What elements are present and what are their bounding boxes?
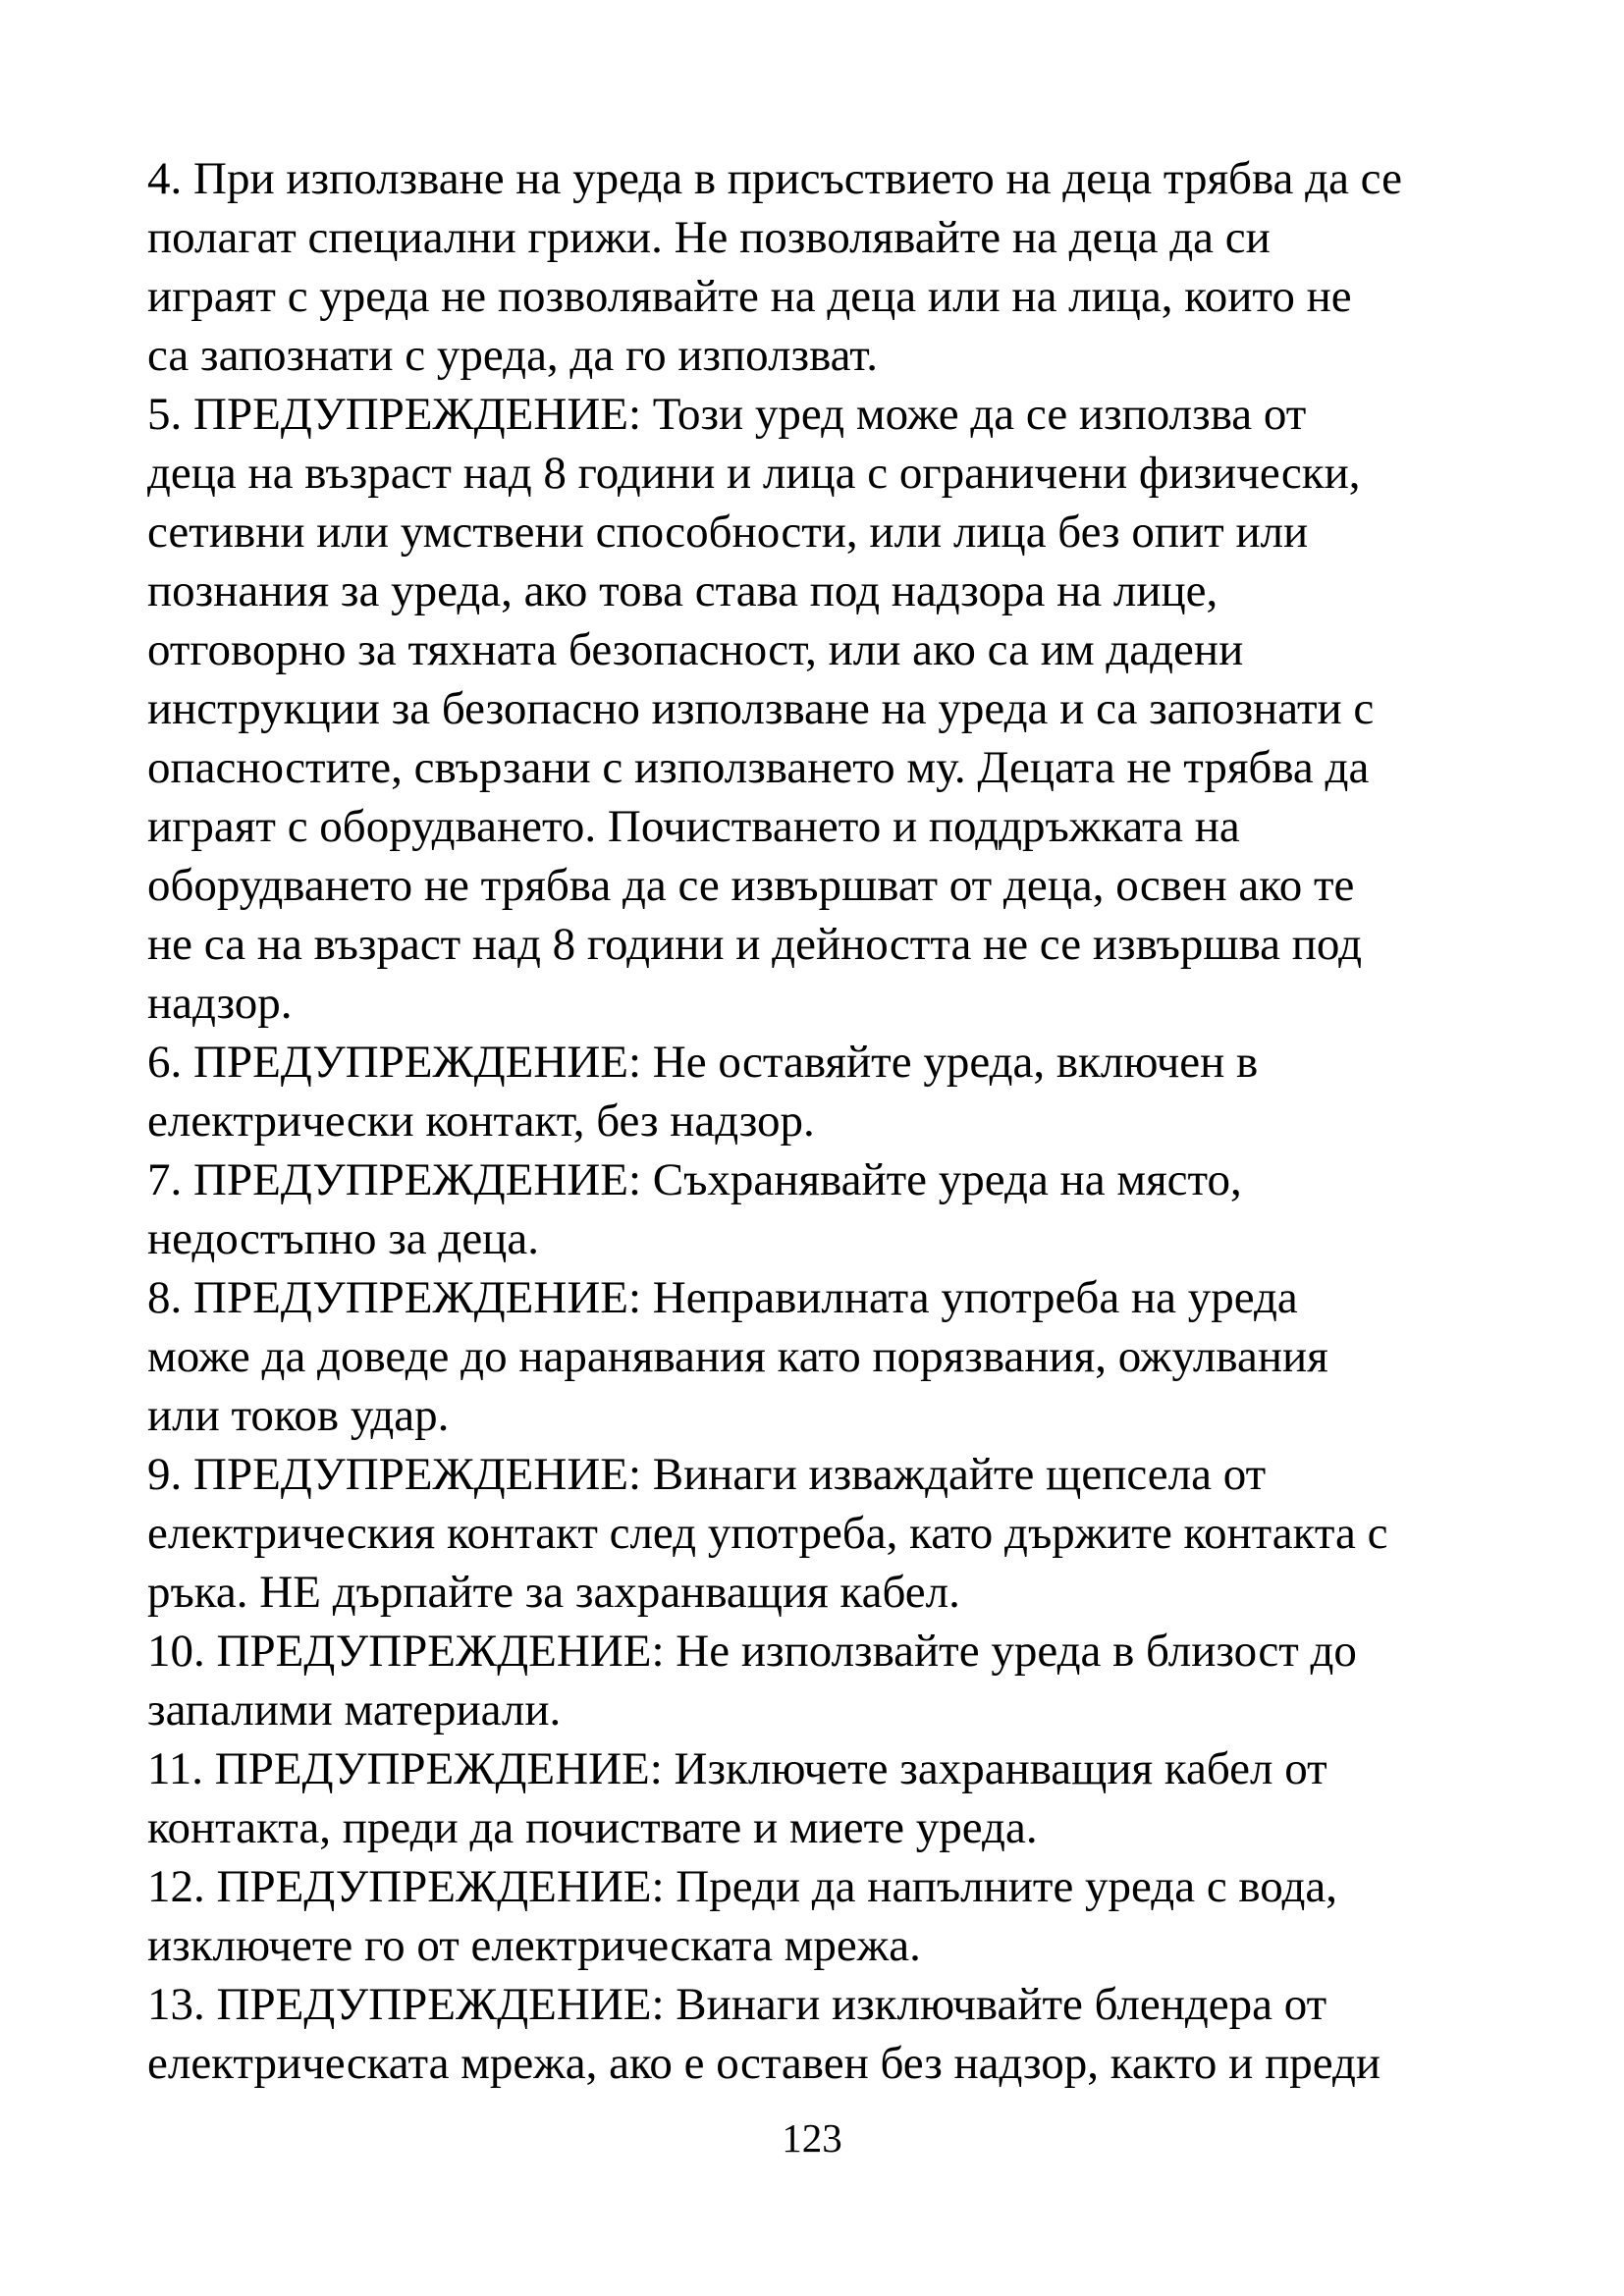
text-line: може да доведе до наранявания като порязвания, ожулвания (147, 1331, 1328, 1382)
text-line: оборудването не трябва да се извършват от деца, освен ако те (147, 860, 1355, 911)
instruction-item-8 (147, 1268, 1512, 1445)
instruction-item-9 (147, 1445, 1512, 1622)
text-line: 7. ПРЕДУПРЕЖДЕНИЕ: Съхранявайте уреда на място, (147, 1154, 1242, 1205)
instruction-item-10 (147, 1622, 1512, 1739)
text-line: играят с оборудването. Почистването и поддръжката на (147, 801, 1240, 852)
text-line: полагат специални грижи. Не позволявайте на деца да си (147, 212, 1271, 263)
text-line: познания за уреда, ако това става под надзора на лице, (147, 565, 1218, 616)
text-line: не са на възраст над 8 години и дейността не се извършва под (147, 919, 1362, 970)
text-line: електрически контакт, без надзор. (147, 1095, 815, 1147)
text-line: или токов удар. (147, 1390, 450, 1441)
text-line: отговорно за тяхната безопасност, или ако са им дадени (147, 624, 1244, 675)
text-line: инструкции за безопасно използване на уреда и са запознати с (147, 683, 1375, 734)
instruction-item-12 (147, 1857, 1512, 1975)
text-line: изключете го от електрическата мрежа. (147, 1920, 921, 1971)
text-line: 9. ПРЕДУПРЕЖДЕНИЕ: Винаги изваждайте щепсела от (147, 1449, 1267, 1500)
instruction-item-7 (147, 1150, 1512, 1268)
text-line: 13. ПРЕДУПРЕЖДЕНИЕ: Винаги изключвайте блендера от (147, 1979, 1327, 2030)
instruction-item-6 (147, 1033, 1512, 1150)
text-line: 11. ПРЕДУПРЕЖДЕНИЕ: Изключете захранващия кабел от (147, 1743, 1327, 1794)
instruction-item-11 (147, 1739, 1512, 1857)
instruction-item-4 (147, 149, 1512, 385)
text-line: 10. ПРЕДУПРЕЖДЕНИЕ: Не използвайте уреда в близост до (147, 1626, 1357, 1677)
text-line: 5. ПРЕДУПРЕЖДЕНИЕ: Този уред може да се използва от (147, 389, 1307, 440)
text-line: ръка. НЕ дърпайте за захранващия кабел. (147, 1567, 960, 1618)
text-line: 12. ПРЕДУПРЕЖДЕНИЕ: Преди да напълните уреда с вода, (147, 1861, 1337, 1912)
text-line: 4. При използване на уреда в присъствието на деца трябва да се (147, 153, 1402, 204)
page-number: 123 (782, 2115, 842, 2161)
text-line: играят с уреда не позволявайте на деца или на лица, които не (147, 271, 1352, 322)
text-line: запалими материали. (147, 1684, 562, 1735)
text-line: 8. ПРЕДУПРЕЖДЕНИЕ: Неправилната употреба на уреда (147, 1272, 1298, 1323)
text-line: надзор. (147, 978, 293, 1029)
text-line: сетивни или умствени способности, или лица без опит или (147, 507, 1309, 558)
text-line: недостъпно за деца. (147, 1213, 539, 1264)
text-line: електрическата мрежа, ако е оставен без надзор, както и преди (147, 2038, 1381, 2089)
instructions-text (147, 149, 1512, 2093)
text-line: опасностите, свързани с използването му. Децата не трябва да (147, 742, 1370, 793)
text-line: 6. ПРЕДУПРЕЖДЕНИЕ: Не оставяйте уреда, включен в (147, 1037, 1259, 1088)
text-line: деца на възраст над 8 години и лица с ограничени физически, (147, 448, 1361, 499)
text-line: контакта, преди да почиствате и миете уреда. (147, 1802, 1038, 1853)
text-line: електрическия контакт след употреба, като държите контакта с (147, 1508, 1388, 1559)
text-line: са запознати с уреда, да го използват. (147, 330, 879, 381)
instruction-item-13 (147, 1975, 1512, 2093)
instruction-item-5 (147, 385, 1512, 1033)
